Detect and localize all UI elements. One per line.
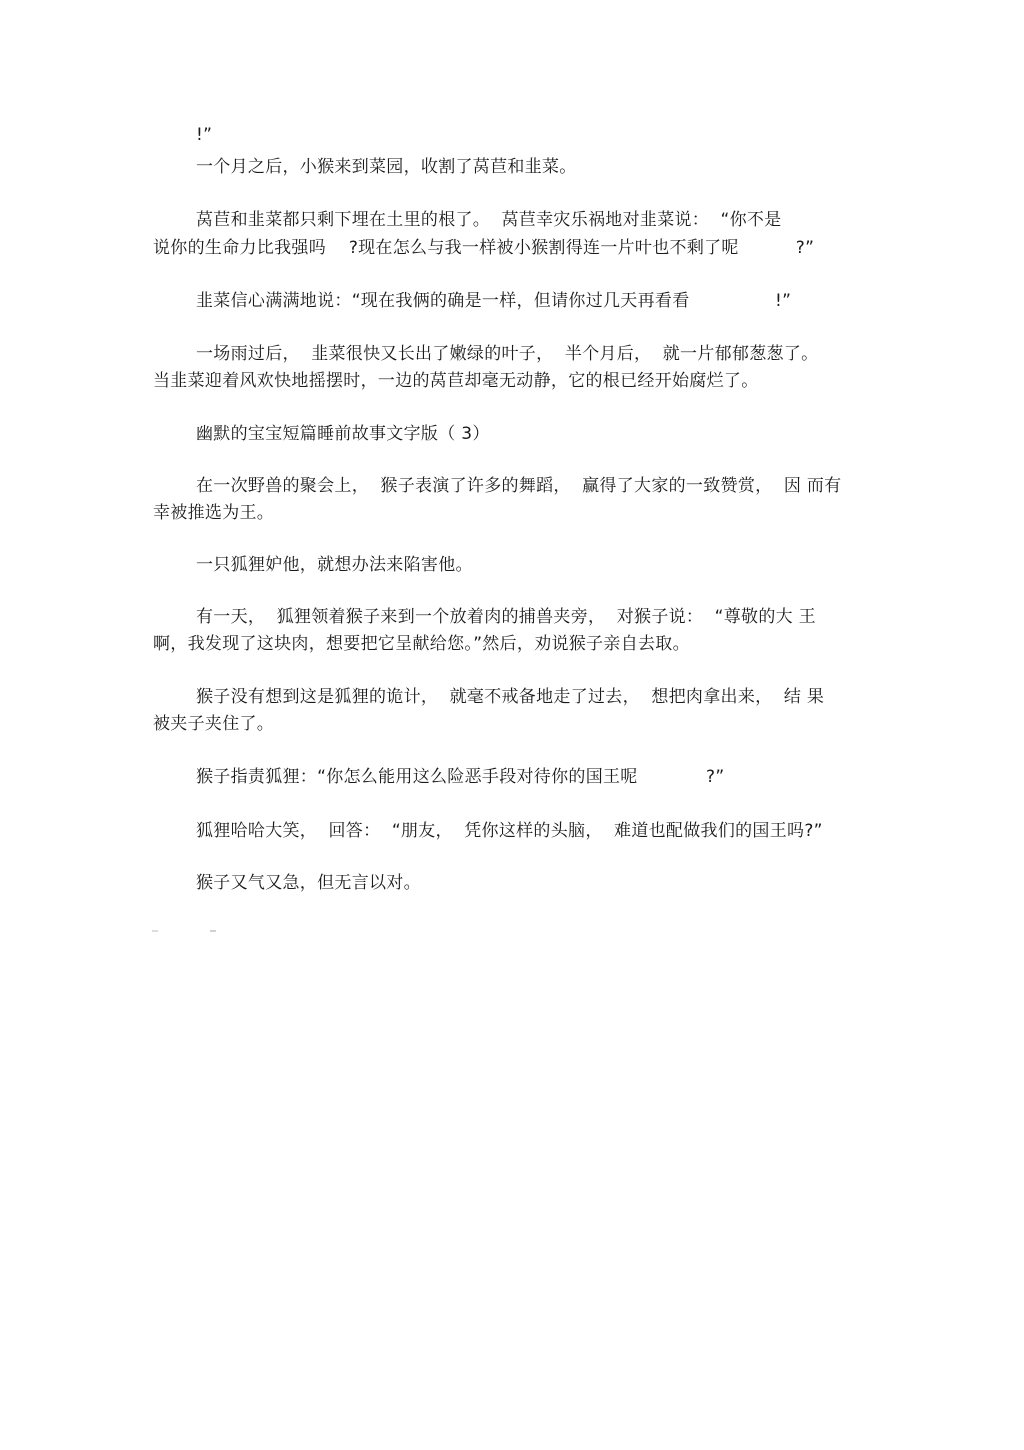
text-line: 一只狐狸妒他，就想办法来陷害他。 (196, 555, 473, 575)
section-heading: 幽默的宝宝短篇睡前故事文字版（ 3） (196, 424, 490, 444)
text-line: 莴苣和韭菜都只剩下埋在土里的根了。 莴苣幸灾乐祸地对韭菜说： “你不是 (196, 210, 782, 230)
text-line: 幸被推选为王。 (153, 503, 275, 523)
text-line: 啊，我发现了这块肉，想要把它呈献给您。”然后，劝说猴子亲自去取。 (153, 634, 690, 654)
text-line: !” (196, 125, 213, 145)
text-line: 狐狸哈哈大笑， 回答： “朋友， 凭你这样的头脑， 难道也配做我们的国王吗?” (196, 821, 823, 841)
text-line: 韭菜信心满满地说：“现在我俩的确是一样，但请你过几天再看看 !” (196, 291, 792, 311)
text-line: 当韭菜迎着风欢快地摇摆时，一边的莴苣却毫无动静，它的根已经开始腐烂了。 (153, 371, 759, 391)
text-line: 猴子又气又急，但无言以对。 (196, 873, 421, 893)
text-line: 被夹子夹住了。 (153, 714, 275, 734)
text-line: 说你的生命力比我强吗 ?现在怎么与我一样被小猴割得连一片叶也不剩了呢 ?” (153, 238, 815, 258)
text-line: 一场雨过后， 韭菜很快又长出了嫩绿的叶子， 半个月后， 就一片郁郁葱葱了。 (196, 344, 819, 364)
text-line: 一个月之后，小猴来到菜园，收割了莴苣和韭菜。 (196, 157, 577, 177)
text-line: 猴子指责狐狸：“你怎么能用这么险恶手段对待你的国王呢 ?” (196, 767, 725, 787)
text-line: 有一天， 狐狸领着猴子来到一个放着肉的捕兽夹旁， 对猴子说： “尊敬的大 王 (196, 607, 816, 627)
text-line: 在一次野兽的聚会上， 猴子表演了许多的舞蹈， 赢得了大家的一致赞赏， 因 而有 (196, 476, 842, 496)
text-line: 猴子没有想到这是狐狸的诡计， 就毫不戒备地走了过去， 想把肉拿出来， 结 果 (196, 687, 825, 707)
scan-artifact (152, 930, 216, 932)
